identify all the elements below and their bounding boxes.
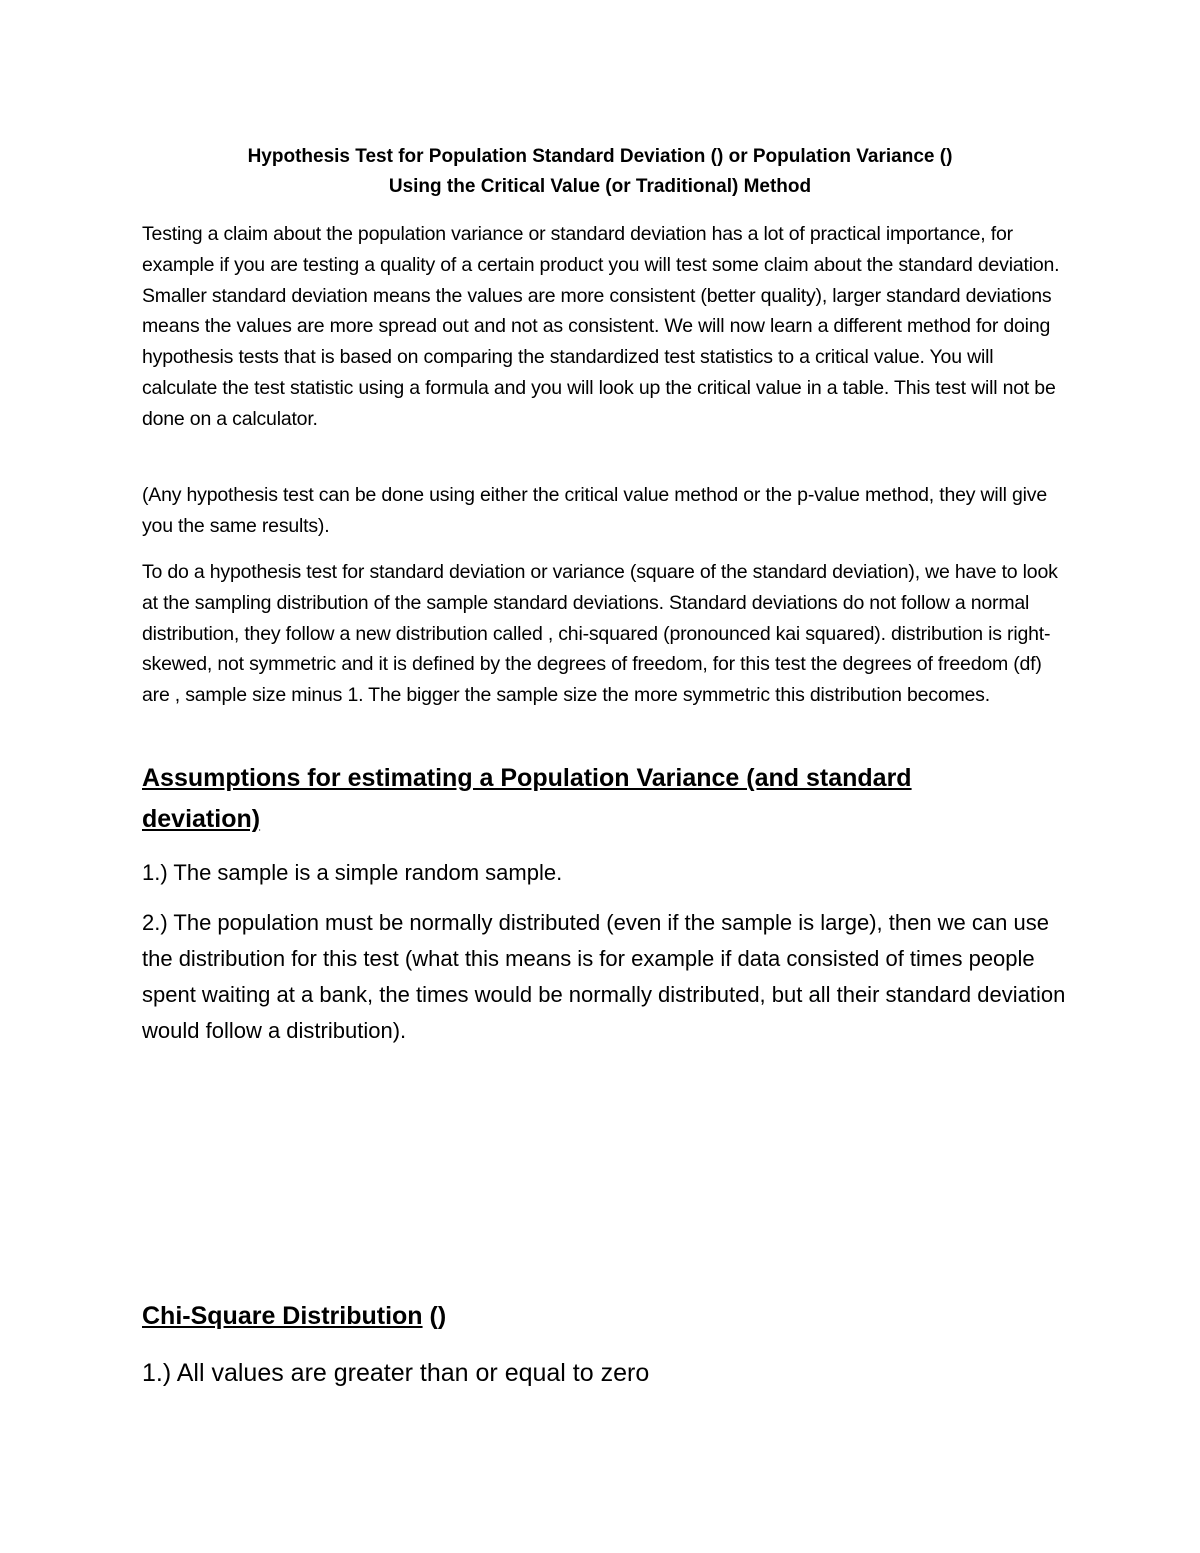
assumptions-heading xyxy=(142,758,1072,840)
chi-square-heading xyxy=(142,1296,1072,1337)
chi-square-heading-text: Chi-Square Distribution xyxy=(142,1302,423,1330)
assumption-item-2: 2.) The population must be normally distributed (even if the sample is large), then we can use the distribution for this test (what this means is for example if data consisted of times people spent waiting at a bank, the times would be normally distributed, but all their standard deviation would follow a distribution). xyxy=(142,910,1066,1043)
document-title xyxy=(0,142,1200,202)
chi-squared-paragraph: To do a hypothesis test for standard deviation or variance (square of the standard deviation), we have to look at the sampling distribution of the sample standard deviations. Standard deviations do not follow a normal distribution, they follow a new distribution called , chi-squared (pronounced kai squared). distribution is right-skewed, not symmetric and it is defined by the degrees of freedom, for this test the degrees of freedom (df) are , sample size minus 1. The bigger the sample size the more symmetric this distribution becomes. xyxy=(142,561,1058,707)
title-line-2: Using the Critical Value (or Traditional) Method xyxy=(388,176,812,197)
assumptions-heading-line-1: Assumptions for estimating a Population Variance (and standard xyxy=(142,764,912,792)
assumptions-heading-line-2: deviation) xyxy=(142,805,261,833)
title-line-1: Hypothesis Test for Population Standard Deviation () or Population Variance () xyxy=(247,146,953,167)
chi-square-item-1: 1.) All values are greater than or equal to zero xyxy=(142,1359,650,1387)
intro-paragraph: Testing a claim about the population variance or standard deviation has a lot of practical importance, for example if you are testing a quality of a certain product you will test some claim about the standard deviation. Smaller standard deviation means the values are more consistent (better quality), larger standard deviations means the values are more spread out and not as consistent. We will now learn a different method for doing hypothesis tests that is based on comparing the standardized test statistics to a critical value. You will calculate the test statistic using a formula and you will look up the critical value in a table. This test will not be done on a calculator. xyxy=(142,223,1060,430)
assumption-item-1: 1.) The sample is a simple random sample. xyxy=(142,860,563,885)
note-paragraph: (Any hypothesis test can be done using either the critical value method or the p-value method, they will give you the same results). xyxy=(142,484,1047,537)
chi-square-heading-suffix: () xyxy=(422,1302,447,1330)
